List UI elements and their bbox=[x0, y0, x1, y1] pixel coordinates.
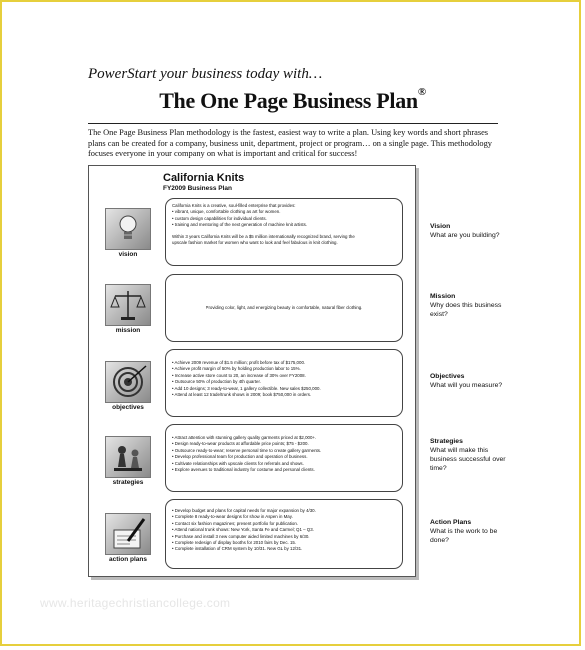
section-label: vision bbox=[118, 251, 138, 258]
section-label: mission bbox=[115, 327, 141, 334]
card-line: • Purchase and install 3 new computer aided limited machines by 6/30. bbox=[172, 533, 310, 539]
card-line: • Complete installation of CRM system by 10/31. New GL by 12/31. bbox=[172, 546, 303, 552]
card-line: Within 3 years California Knits will be a $5 million internationally recognized brand, serving the bbox=[172, 233, 355, 239]
side-note-action-plans bbox=[430, 518, 510, 545]
tagline: PowerStart your business today with… bbox=[88, 66, 323, 82]
card-line: • Increase active store count to 20, an increase of 30% over FY2008. bbox=[172, 372, 306, 378]
card-line: • Explore avenues to traditional industry for costume and personal clients. bbox=[172, 467, 315, 473]
side-note-title: Mission bbox=[430, 293, 456, 300]
card-line: • Cultivate relationships with upscale clients for referrals and shows. bbox=[172, 460, 304, 466]
card-line: • training and mentoring of the next generation of machine knit artists. bbox=[172, 222, 308, 228]
card-line: • Design ready-to-wear products at affordable price points; $75 - $200. bbox=[172, 441, 309, 447]
card-line: • vibrant, unique, comfortable clothing as art for women. bbox=[172, 209, 281, 215]
card-line: • Achieve profit margin of 50% by holding production labor to 15%. bbox=[172, 366, 301, 372]
pen-icon bbox=[105, 513, 151, 555]
card-line: • Attend national trunk shows: New York, Santa Fe and Carmel; Q1 – Q3. bbox=[172, 527, 314, 533]
chess-icon bbox=[105, 436, 151, 478]
card-line: • Contact six fashion magazines; present portfolio for publication. bbox=[172, 520, 299, 526]
side-note-objectives bbox=[430, 372, 510, 390]
side-note-text: Why does this business exist? bbox=[430, 302, 502, 318]
side-note-title: Vision bbox=[430, 223, 451, 230]
card-line: Providing color, light, and energizing beauty in comfortable, natural fiber clothing. bbox=[205, 304, 363, 310]
card-line: • Attract attention with stunning gallery quality garments priced at $2,000+. bbox=[172, 435, 317, 440]
card-line: • Outsource 50% of production by 4th quarter. bbox=[172, 379, 261, 385]
side-note-text: What will you measure? bbox=[430, 382, 503, 389]
card-line: • Develop budget and plans for capital needs for major expansion by 4/30. bbox=[172, 508, 316, 513]
card-line: • custom design capabilities for individual clients. bbox=[172, 215, 267, 221]
side-note-text: What is the work to be done? bbox=[430, 528, 498, 544]
scales-icon bbox=[105, 284, 151, 326]
card-line: California Knits is a creative, soul-filled enterprise that provides: bbox=[172, 203, 296, 208]
title-rule bbox=[88, 123, 498, 124]
card-line: upscale fashion market for women who want to look and feel fabulous in knit clothing. bbox=[172, 240, 338, 246]
target-icon bbox=[105, 361, 151, 403]
card-line: • Outsource ready-to-wear; reserve personal time to create gallery garments. bbox=[172, 447, 322, 453]
card-line: • Attend at least 12 trade/trunk shows in 2009; book $750,000 in orders. bbox=[172, 392, 312, 398]
side-note-strategies bbox=[430, 437, 510, 473]
action-plans-card bbox=[165, 499, 403, 569]
card-line: • Develop professional team for production and operation of business. bbox=[172, 454, 308, 460]
side-note-mission bbox=[430, 292, 510, 319]
side-note-title: Strategies bbox=[430, 438, 463, 445]
section-label: objectives bbox=[112, 404, 144, 411]
card-line: • Complete 8 ready-to-wear designs for show in Aspen in May. bbox=[172, 514, 293, 520]
lightbulb-icon bbox=[105, 208, 151, 250]
side-note-title: Action Plans bbox=[430, 519, 472, 526]
card-line: • Add 10 designs; 3 ready-to-wear, 1 gallery collectible. New sales $250,000. bbox=[172, 385, 321, 391]
strategies-card bbox=[165, 424, 403, 492]
side-note-title: Objectives bbox=[430, 373, 465, 380]
plan-sheet bbox=[88, 165, 416, 577]
side-note-vision bbox=[430, 222, 510, 240]
registered-mark: ® bbox=[417, 86, 426, 98]
mission-card bbox=[165, 274, 403, 342]
section-label: action plans bbox=[109, 556, 147, 563]
card-line: • Complete redesign of display booths for 2010 fairs by Dec. 15. bbox=[172, 540, 297, 546]
vision-card bbox=[165, 198, 403, 266]
watermark: www.heritagechristiancollege.com bbox=[40, 596, 231, 610]
card-line: • Achieve 2009 revenue of $1.5 million; profit before tax of $175,000. bbox=[172, 360, 306, 365]
section-label: strategies bbox=[112, 479, 144, 486]
objectives-card bbox=[165, 349, 403, 417]
page-title bbox=[0, 88, 585, 114]
title-text: The One Page Business Plan bbox=[159, 88, 418, 113]
side-note-text: What are you building? bbox=[430, 232, 500, 239]
side-note-text: What will make this business successful over time? bbox=[430, 447, 506, 472]
intro-paragraph: The One Page Business Plan methodology is the fastest, easiest way to write a plan. Using key words and short phrases plans can be created for a company, business unit, department, project or program… on a single page. This methodology focuses everyone in your company on what is important and critical for success! bbox=[88, 128, 492, 159]
company-subtitle: FY2009 Business Plan bbox=[163, 185, 233, 192]
company-name: California Knits bbox=[163, 172, 245, 184]
